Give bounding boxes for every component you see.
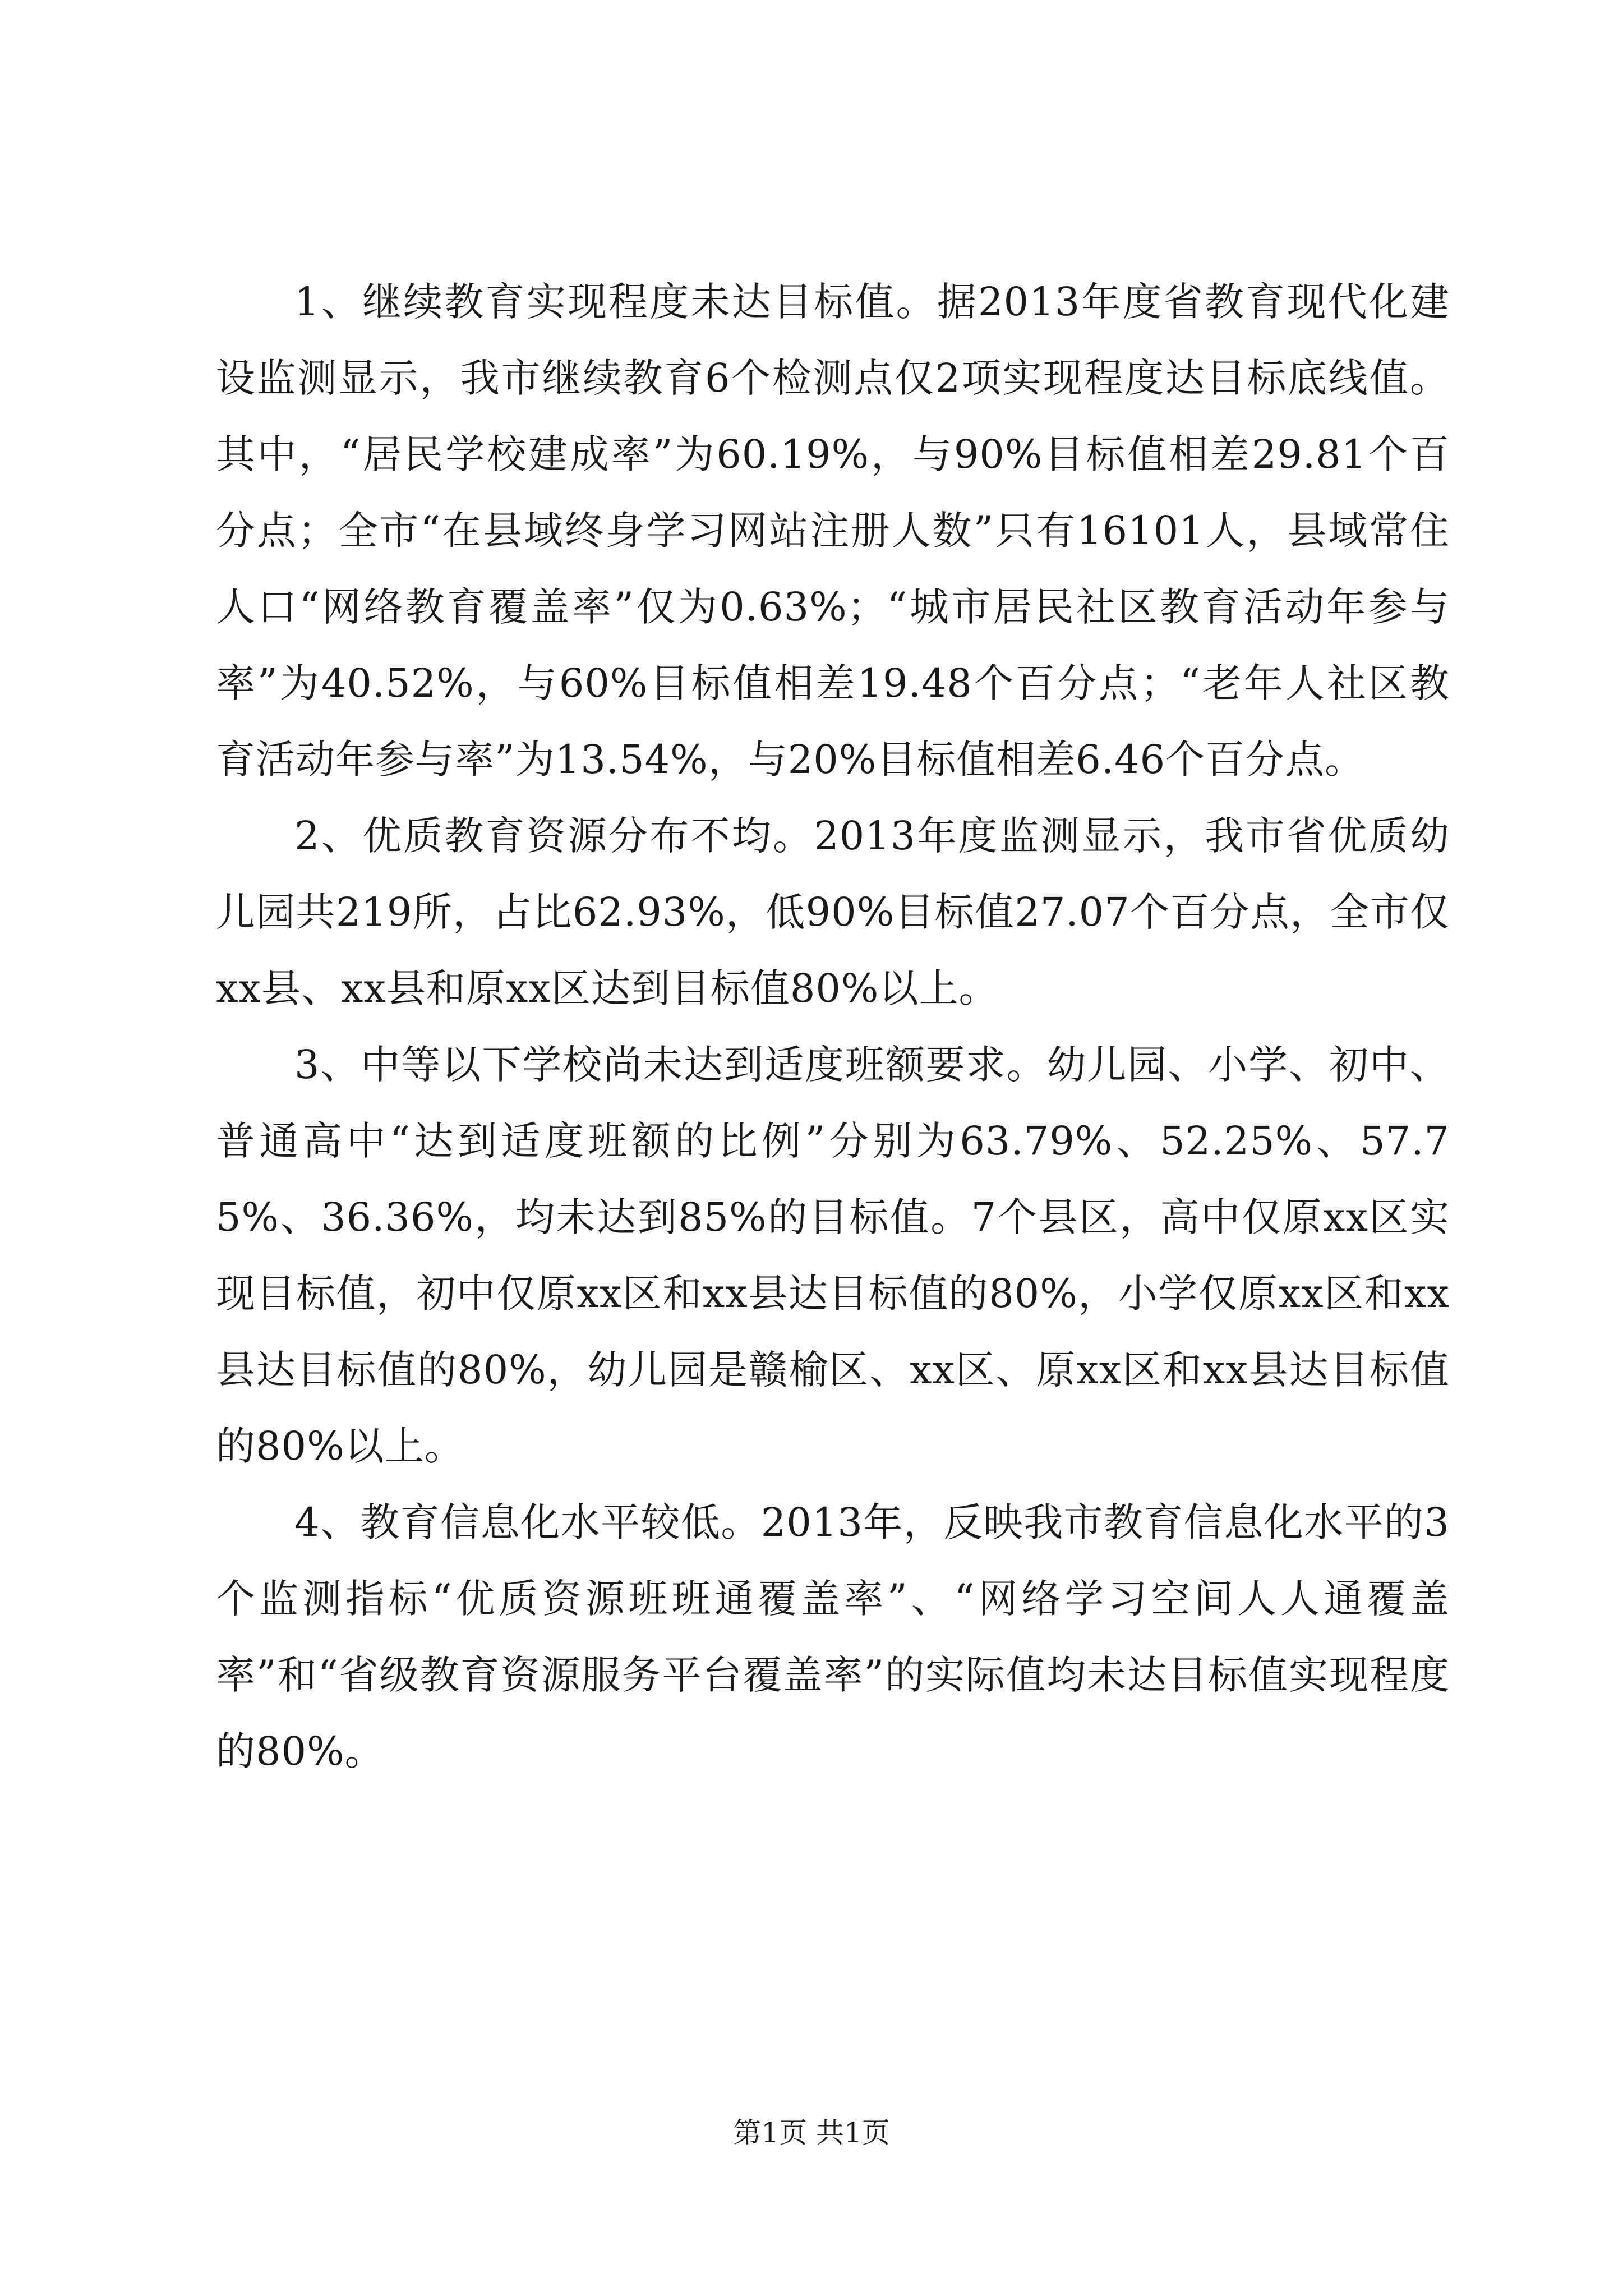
paragraph-1: 1、继续教育实现程度未达目标值。据2013年度省教育现代化建设监测显示，我市继续教育6个检测点仅2项实现程度达目标底线值。其中，“居民学校建成率”为60.19%，与90%目标值相差29.81个百分点；全市“在县域终身学习网站注册人数”只有16101人，县域常住人口“网络教育覆盖率”仅为0.63%；“城市居民社区教育活动年参与率”为40.52%，与60%目标值相差19.48个百分点；“老年人社区教育活动年参与率”为13.54%，与20%目标值相差6.46个百分点。 <box>216 279 1450 783</box>
paragraph-2: 2、优质教育资源分布不均。2013年度监测显示，我市省优质幼儿园共219所，占比62.93%，低90%目标值27.07个百分点，全市仅xx县、xx县和原xx区达到目标值80%以上。 <box>216 813 1450 1011</box>
paragraph-4: 4、教育信息化水平较低。2013年，反映我市教育信息化水平的3个监测指标“优质资源班班通覆盖率”、“网络学习空间人人通覆盖率”和“省级教育资源服务平台覆盖率”的实际值均未达目标值实现程度的80%。 <box>216 1499 1450 1774</box>
page-number-label: 第1页 共1页 <box>733 2116 890 2149</box>
page-footer <box>0 2116 1623 2150</box>
document-body <box>216 264 1450 1789</box>
paragraph-3: 3、中等以下学校尚未达到适度班额要求。幼儿园、小学、初中、普通高中“达到适度班额的比例”分别为63.79%、52.25%、57.75%、36.36%，均未达到85%的目标值。7个县区，高中仅原xx区实现目标值，初中仅原xx区和xx县达目标值的80%，小学仅原xx区和xx县达目标值的80%，幼儿园是赣榆区、xx区、原xx区和xx县达目标值的80%以上。 <box>216 1042 1450 1469</box>
